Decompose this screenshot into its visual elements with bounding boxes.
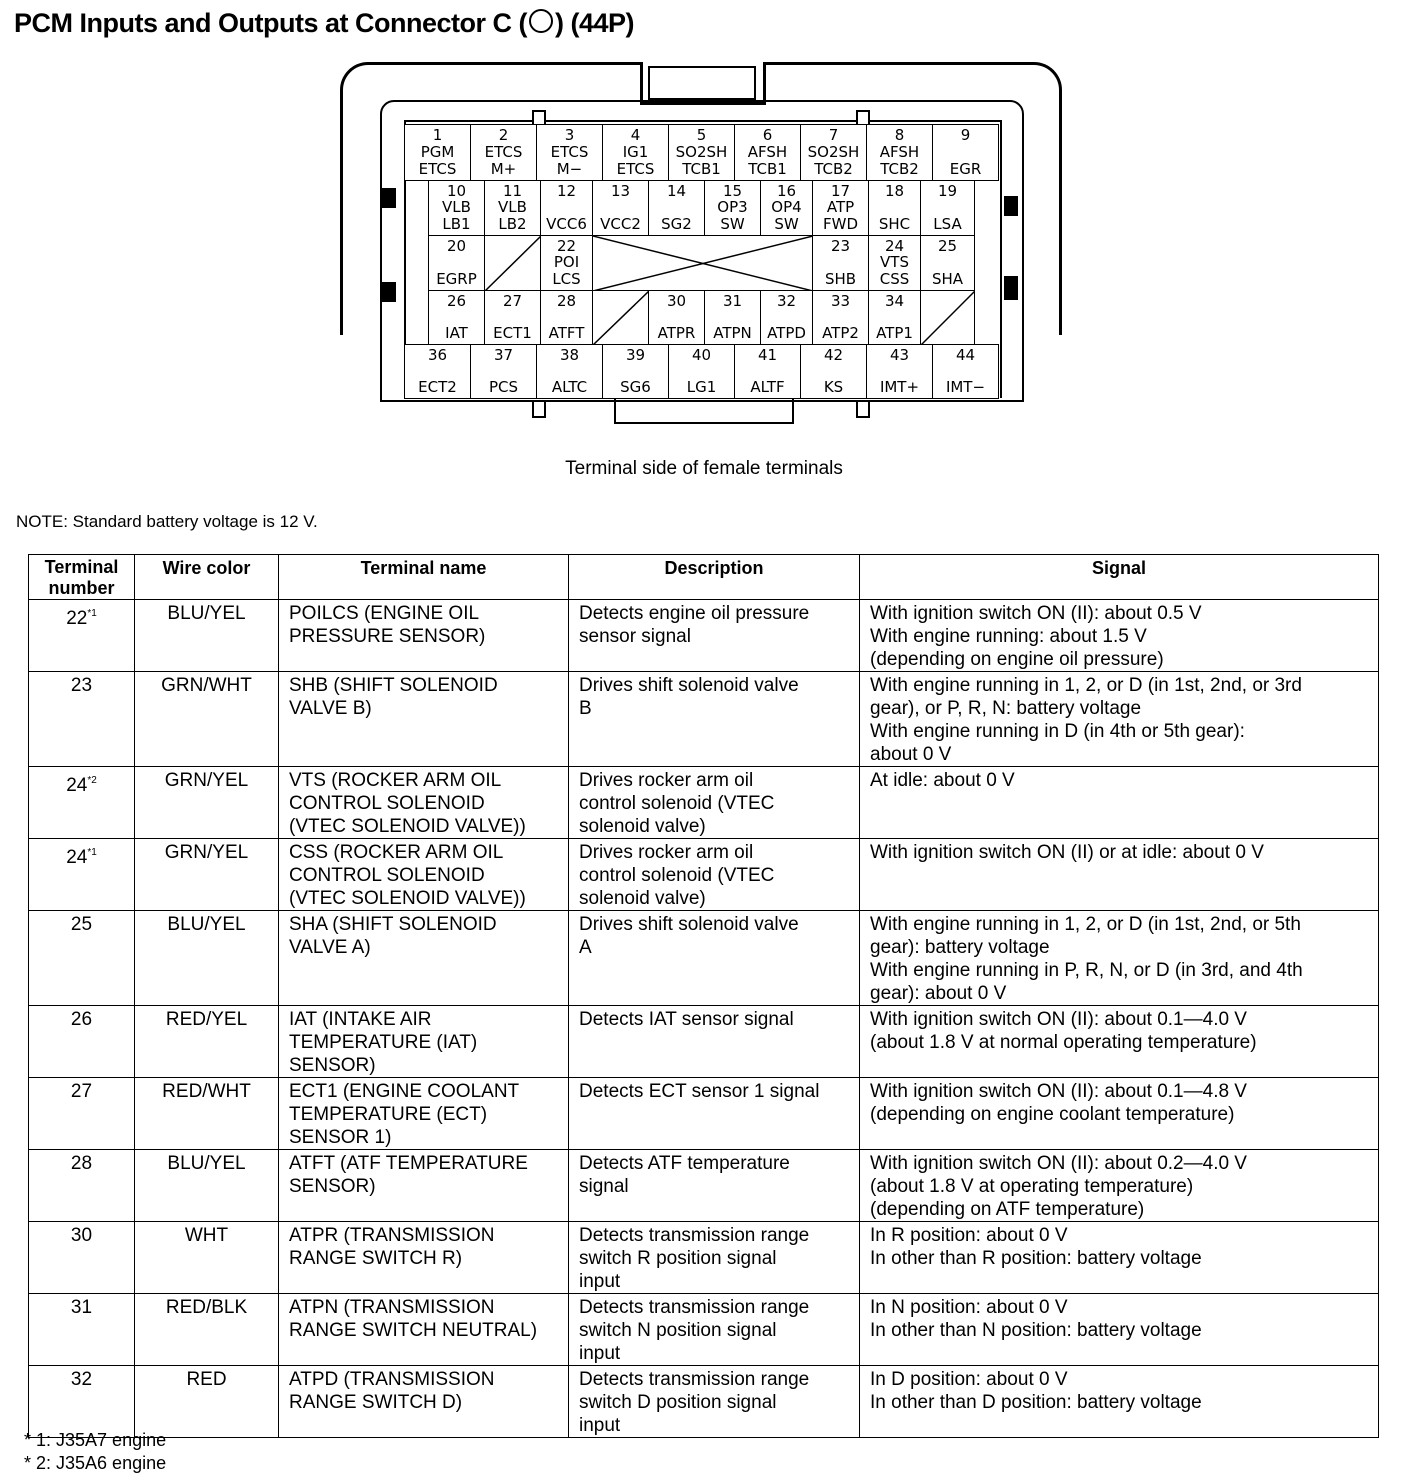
pin-label: ATP2 <box>822 324 859 342</box>
pin-label: EGR <box>949 160 982 178</box>
description-cell-text: Drives rocker arm oil control solenoid (VTEC solenoid valve) <box>579 842 775 909</box>
terminal-pin-40 <box>668 344 735 399</box>
footnote: * 1: J35A7 engine <box>24 1430 167 1450</box>
description-cell <box>569 839 860 911</box>
title-text-after: ) (44P) <box>554 8 635 38</box>
terminal-pin-28 <box>540 290 593 345</box>
terminal-number-cell-text: 27 <box>70 1081 93 1102</box>
description-cell-text: Detects ATF temperature signal <box>579 1153 790 1197</box>
connector-tab <box>856 400 870 418</box>
terminal-pin-42 <box>800 344 867 399</box>
pin-label: KS <box>823 378 844 396</box>
header-signal: Signal <box>860 555 1379 600</box>
terminal-number-cell-text: 25 <box>70 914 93 935</box>
terminal-pin-13 <box>592 180 649 236</box>
pin-label: ATPD <box>767 324 806 342</box>
terminal-number-cell-text: 30 <box>70 1225 93 1246</box>
wire-color-cell <box>135 1006 279 1078</box>
terminal-name-cell <box>279 1366 569 1438</box>
pin-label: SO2SH TCB1 <box>675 143 728 178</box>
pin-number: 1 <box>432 126 443 144</box>
terminal-pin-17 <box>812 180 869 236</box>
pin-number: 36 <box>427 346 448 364</box>
guide-peg <box>1004 196 1018 216</box>
pin-number: 19 <box>937 182 958 200</box>
wire-color-cell-text: GRN/YEL <box>164 770 249 791</box>
description-cell <box>569 911 860 1006</box>
terminal-name-cell-text: SHB (SHIFT SOLENOID VALVE B) <box>289 675 498 719</box>
terminal-pin-22 <box>540 235 593 291</box>
description-cell-text: Detects engine oil pressure sensor signal <box>579 603 810 647</box>
signal-cell-text: In D position: about 0 V In other than D position: battery voltage <box>870 1369 1202 1413</box>
wire-color-cell-text: RED <box>186 1369 227 1390</box>
wire-color-cell <box>135 1294 279 1366</box>
wire-color-cell <box>135 767 279 839</box>
wire-color-cell-text: RED/YEL <box>165 1009 248 1030</box>
terminal-pin-38 <box>536 344 603 399</box>
signal-cell <box>860 1366 1379 1438</box>
terminal-number-cell-text: 24 <box>66 775 88 796</box>
pin-label: OP4 SW <box>771 198 802 233</box>
terminal-number-cell <box>29 911 135 1006</box>
pin-label: ETCS M− <box>550 143 589 178</box>
connector-tab <box>532 400 546 418</box>
terminal-name-cell <box>279 1222 569 1294</box>
pin-label: IG1 ETCS <box>616 143 655 178</box>
table-row <box>29 839 1379 911</box>
pin-label: IAT <box>445 324 468 342</box>
pin-label: SHA <box>931 270 964 288</box>
pin-number: 28 <box>556 292 577 310</box>
terminal-pin-33 <box>812 290 869 345</box>
pin-label: ATPN <box>713 324 752 342</box>
terminal-pin-1 <box>404 124 471 181</box>
signal-cell-text: With engine running in 1, 2, or D (in 1st, 2nd, or 3rd gear), or P, R, N: battery voltage With engine running in D (in 4th or 5th gear): about 0 V <box>870 675 1302 765</box>
terminal-pin-20 <box>428 235 485 291</box>
pin-label: VCC6 <box>546 215 587 233</box>
pin-number: 11 <box>502 182 523 200</box>
footnote: * 2: J35A6 engine <box>24 1453 167 1473</box>
title-text-before: PCM Inputs and Outputs at Connector C ( <box>14 8 527 38</box>
wire-color-cell-text: BLU/YEL <box>167 1153 246 1174</box>
signal-cell <box>860 839 1379 911</box>
terminal-pin-30 <box>648 290 705 345</box>
terminal-pin-24 <box>868 235 921 291</box>
terminal-pin-19 <box>920 180 975 236</box>
signal-cell-text: At idle: about 0 V <box>870 770 1015 791</box>
wire-color-cell <box>135 839 279 911</box>
header-wire-color: Wire color <box>135 555 279 600</box>
description-cell <box>569 1150 860 1222</box>
terminal-number-cell <box>29 839 135 911</box>
header-terminal-number: Terminal number <box>29 555 135 600</box>
table-row <box>29 1006 1379 1078</box>
table-row <box>29 600 1379 672</box>
table-row <box>29 1150 1379 1222</box>
pin-label: ATFT <box>548 324 585 342</box>
terminal-number-cell-text: 32 <box>70 1369 93 1390</box>
signal-cell <box>860 1222 1379 1294</box>
pin-label: VLB LB1 <box>442 198 471 233</box>
wire-color-cell <box>135 1150 279 1222</box>
pin-label: SG2 <box>661 215 692 233</box>
terminal-name-cell <box>279 1078 569 1150</box>
wire-color-cell-text: GRN/WHT <box>161 675 252 696</box>
wire-color-cell-text: RED/WHT <box>162 1081 251 1102</box>
pin-label: ECT2 <box>418 378 457 396</box>
pin-label: PGM ETCS <box>418 143 457 178</box>
pin-label: LG1 <box>686 378 717 396</box>
terminal-number-cell-text: 24 <box>66 847 88 868</box>
terminal-number-cell <box>29 1222 135 1294</box>
wire-color-cell <box>135 600 279 672</box>
description-cell-text: Drives rocker arm oil control solenoid (VTEC solenoid valve) <box>579 770 775 837</box>
terminal-name-cell <box>279 672 569 767</box>
pin-number: 8 <box>894 126 905 144</box>
terminal-number-cell <box>29 1366 135 1438</box>
terminal-pin-39 <box>602 344 669 399</box>
pin-number: 23 <box>830 237 851 255</box>
pin-number: 33 <box>830 292 851 310</box>
pin-number: 30 <box>666 292 687 310</box>
description-cell-text: Detects transmission range switch R position signal input <box>579 1225 810 1292</box>
terminal-name-cell-text: VTS (ROCKER ARM OIL CONTROL SOLENOID (VTEC SOLENOID VALVE)) <box>289 770 526 837</box>
blank-cavity-slash <box>485 236 541 291</box>
terminal-number-cell-text: 26 <box>70 1009 93 1030</box>
pin-label: VCC2 <box>600 215 641 233</box>
terminal-pin-7 <box>800 124 867 181</box>
connector-key <box>614 398 794 424</box>
pin-label: ECT1 <box>493 324 532 342</box>
terminal-pin-6 <box>734 124 801 181</box>
pin-number: 14 <box>666 182 687 200</box>
signal-cell-text: With ignition switch ON (II): about 0.1—4.0 V (about 1.8 V at normal operating temperature) <box>870 1009 1257 1053</box>
terminal-name-cell <box>279 839 569 911</box>
pin-label: ATP1 <box>876 324 913 342</box>
terminal-name-cell-text: POILCS (ENGINE OIL PRESSURE SENSOR) <box>289 603 486 647</box>
signal-cell <box>860 767 1379 839</box>
terminal-number-cell <box>29 1150 135 1222</box>
pin-number: 3 <box>564 126 575 144</box>
terminal-name-cell <box>279 767 569 839</box>
terminal-pin-41 <box>734 344 801 399</box>
pin-number: 16 <box>776 182 797 200</box>
terminal-pin-44 <box>932 344 999 399</box>
blank-cavity-slash <box>593 236 813 291</box>
terminal-pin-32 <box>760 290 813 345</box>
terminal-pin-3 <box>536 124 603 181</box>
terminal-pin-10 <box>428 180 485 236</box>
description-cell-text: Detects IAT sensor signal <box>579 1009 794 1030</box>
pin-number: 20 <box>446 237 467 255</box>
signal-cell-text: In N position: about 0 V In other than N position: battery voltage <box>870 1297 1202 1341</box>
wire-color-cell <box>135 911 279 1006</box>
footnote-marker: *1 <box>87 847 97 858</box>
terminal-pin-5 <box>668 124 735 181</box>
diagram-caption: Terminal side of female terminals <box>565 458 843 479</box>
table-row <box>29 1366 1379 1438</box>
pin-number: 27 <box>502 292 523 310</box>
pin-label: ALTC <box>551 378 588 396</box>
description-cell-text: Drives shift solenoid valve A <box>579 914 799 958</box>
pin-number: 18 <box>884 182 905 200</box>
wire-color-cell <box>135 1222 279 1294</box>
pin-number: 15 <box>722 182 743 200</box>
terminal-pin-18 <box>868 180 921 236</box>
terminal-pin-25 <box>920 235 975 291</box>
pin-label: OP3 SW <box>717 198 748 233</box>
terminal-pin-26 <box>428 290 485 345</box>
pin-number: 2 <box>498 126 509 144</box>
terminal-pin-16 <box>760 180 813 236</box>
header-terminal-name: Terminal name <box>279 555 569 600</box>
footnotes <box>24 1429 166 1475</box>
pin-label: IMT− <box>945 378 986 396</box>
terminal-name-cell-text: ATPD (TRANSMISSION RANGE SWITCH D) <box>289 1369 495 1413</box>
terminal-pin-36 <box>404 344 471 399</box>
pin-number: 17 <box>830 182 851 200</box>
pin-number: 41 <box>757 346 778 364</box>
pin-number: 39 <box>625 346 646 364</box>
signal-cell-text: With ignition switch ON (II): about 0.2—4.0 V (about 1.8 V at operating temperature) (depending on ATF temperature) <box>870 1153 1247 1220</box>
blank-cavity <box>592 290 649 345</box>
pin-label: AFSH TCB1 <box>747 143 788 178</box>
pin-label: AFSH TCB2 <box>879 143 920 178</box>
signal-cell-text: With ignition switch ON (II): about 0.1—4.8 V (depending on engine coolant temperature) <box>870 1081 1247 1125</box>
terminal-name-cell-text: ECT1 (ENGINE COOLANT TEMPERATURE (ECT) SENSOR 1) <box>289 1081 520 1148</box>
pin-number: 6 <box>762 126 773 144</box>
wire-color-cell-text: GRN/YEL <box>164 842 249 863</box>
pin-number: 25 <box>937 237 958 255</box>
terminal-name-cell-text: CSS (ROCKER ARM OIL CONTROL SOLENOID (VTEC SOLENOID VALVE)) <box>289 842 526 909</box>
terminal-name-cell-text: ATPR (TRANSMISSION RANGE SWITCH R) <box>289 1225 495 1269</box>
guide-peg <box>382 188 396 208</box>
pin-number: 34 <box>884 292 905 310</box>
signal-cell <box>860 911 1379 1006</box>
terminal-number-cell <box>29 767 135 839</box>
terminal-pin-4 <box>602 124 669 181</box>
header-description: Description <box>569 555 860 600</box>
terminal-name-cell <box>279 911 569 1006</box>
footnote-marker: *1 <box>87 608 97 619</box>
pin-number: 44 <box>955 346 976 364</box>
pin-label: VTS CSS <box>879 253 910 288</box>
pin-number: 42 <box>823 346 844 364</box>
terminal-name-cell-text: ATFT (ATF TEMPERATURE SENSOR) <box>289 1153 528 1197</box>
pin-number: 31 <box>722 292 743 310</box>
description-cell-text: Detects ECT sensor 1 signal <box>579 1081 820 1102</box>
terminal-name-cell <box>279 1294 569 1366</box>
signal-cell-text: In R position: about 0 V In other than R position: battery voltage <box>870 1225 1202 1269</box>
pin-label: VLB LB2 <box>498 198 527 233</box>
pin-label: SHB <box>824 270 857 288</box>
wire-color-cell <box>135 672 279 767</box>
pin-label: SHC <box>878 215 911 233</box>
description-cell <box>569 1006 860 1078</box>
signal-cell <box>860 672 1379 767</box>
terminal-pin-31 <box>704 290 761 345</box>
blank-cavity-slash <box>593 291 649 345</box>
pin-number: 13 <box>610 182 631 200</box>
terminal-number-cell <box>29 1006 135 1078</box>
terminal-number-cell-text: 23 <box>70 675 93 696</box>
terminal-name-cell <box>279 1006 569 1078</box>
pin-label: SG6 <box>620 378 651 396</box>
terminal-name-cell-text: IAT (INTAKE AIR TEMPERATURE (IAT) SENSOR) <box>289 1009 478 1076</box>
terminal-number-cell-text: 22 <box>66 608 88 629</box>
wire-color-cell-text: BLU/YEL <box>167 603 246 624</box>
description-cell-text: Drives shift solenoid valve B <box>579 675 799 719</box>
pin-number: 10 <box>446 182 467 200</box>
pin-label: ATP FWD <box>822 198 858 233</box>
terminal-number-cell <box>29 672 135 767</box>
table-row <box>29 1078 1379 1150</box>
table-row <box>29 767 1379 839</box>
signal-cell-text: With ignition switch ON (II): about 0.5 V With engine running: about 1.5 V (depending on engine oil pressure) <box>870 603 1202 670</box>
wire-color-cell <box>135 1366 279 1438</box>
pin-label: LSA <box>933 215 962 233</box>
connector-diagram <box>0 0 1408 430</box>
table-row <box>29 1222 1379 1294</box>
terminal-number-cell-text: 31 <box>70 1297 93 1318</box>
terminal-pin-12 <box>540 180 593 236</box>
guide-peg <box>382 282 396 302</box>
terminal-pin-27 <box>484 290 541 345</box>
pin-label: IMT+ <box>879 378 920 396</box>
pin-number: 37 <box>493 346 514 364</box>
pin-label: ALTF <box>750 378 785 396</box>
note: NOTE: Standard battery voltage is 12 V. <box>16 512 318 531</box>
signal-cell <box>860 1078 1379 1150</box>
pin-number: 12 <box>556 182 577 200</box>
signal-cell-text: With engine running in 1, 2, or D (in 1st, 2nd, or 5th gear): battery voltage With engine running in P, R, N, or D (in 3rd, and 4th gear): about 0 V <box>870 914 1303 1004</box>
signal-cell <box>860 600 1379 672</box>
signal-cell <box>860 1294 1379 1366</box>
pin-number: 32 <box>776 292 797 310</box>
pin-number: 38 <box>559 346 580 364</box>
pin-number: 7 <box>828 126 839 144</box>
terminal-name-cell <box>279 1150 569 1222</box>
terminal-pin-37 <box>470 344 537 399</box>
terminal-name-cell-text: ATPN (TRANSMISSION RANGE SWITCH NEUTRAL) <box>289 1297 538 1341</box>
pin-number: 22 <box>556 237 577 255</box>
wire-color-cell-text: WHT <box>184 1225 229 1246</box>
description-cell-text: Detects transmission range switch N position signal input <box>579 1297 810 1364</box>
terminal-pin-43 <box>866 344 933 399</box>
pin-label: POI LCS <box>552 253 581 288</box>
pin-label: ATPR <box>657 324 696 342</box>
wire-color-cell <box>135 1078 279 1150</box>
pin-label: SO2SH TCB2 <box>807 143 860 178</box>
pin-number: 24 <box>884 237 905 255</box>
terminal-number-cell <box>29 1294 135 1366</box>
wire-color-cell-text: RED/BLK <box>165 1297 248 1318</box>
guide-peg <box>1004 276 1018 300</box>
description-cell <box>569 1078 860 1150</box>
terminal-pin-11 <box>484 180 541 236</box>
wire-color-cell-text: BLU/YEL <box>167 914 246 935</box>
pin-number: 5 <box>696 126 707 144</box>
terminal-pin-23 <box>812 235 869 291</box>
blank-cavity <box>920 290 975 345</box>
signal-cell-text: With ignition switch ON (II) or at idle: about 0 V <box>870 842 1264 863</box>
terminal-name-cell <box>279 600 569 672</box>
terminal-number-cell <box>29 1078 135 1150</box>
table-header-row <box>29 555 1379 600</box>
pin-number: 4 <box>630 126 641 144</box>
description-cell <box>569 1294 860 1366</box>
blank-cavity <box>592 235 813 291</box>
terminal-number-cell-text: 28 <box>70 1153 93 1174</box>
description-cell-text: Detects transmission range switch D position signal input <box>579 1369 810 1436</box>
footnote-marker: *2 <box>87 775 97 786</box>
table-row <box>29 1294 1379 1366</box>
terminal-pin-9 <box>932 124 999 181</box>
terminal-pin-2 <box>470 124 537 181</box>
terminal-number-cell <box>29 600 135 672</box>
terminal-name-cell-text: SHA (SHIFT SOLENOID VALVE A) <box>289 914 497 958</box>
description-cell <box>569 672 860 767</box>
terminal-pin-15 <box>704 180 761 236</box>
table-row <box>29 672 1379 767</box>
pin-label: PCS <box>488 378 519 396</box>
description-cell <box>569 767 860 839</box>
terminal-table <box>28 554 1379 1438</box>
pin-label: ETCS M+ <box>484 143 523 178</box>
description-cell <box>569 1222 860 1294</box>
connector-latch-inner <box>648 66 756 100</box>
signal-cell <box>860 1006 1379 1078</box>
pin-number: 9 <box>960 126 971 144</box>
table-row <box>29 911 1379 1006</box>
pin-number: 43 <box>889 346 910 364</box>
description-cell <box>569 600 860 672</box>
blank-cavity-slash <box>921 291 975 345</box>
terminal-pin-14 <box>648 180 705 236</box>
description-cell <box>569 1366 860 1438</box>
pin-number: 40 <box>691 346 712 364</box>
terminal-pin-34 <box>868 290 921 345</box>
pin-number: 26 <box>446 292 467 310</box>
terminal-pin-8 <box>866 124 933 181</box>
blank-cavity <box>484 235 541 291</box>
signal-cell <box>860 1150 1379 1222</box>
pin-label: EGRP <box>436 270 477 288</box>
